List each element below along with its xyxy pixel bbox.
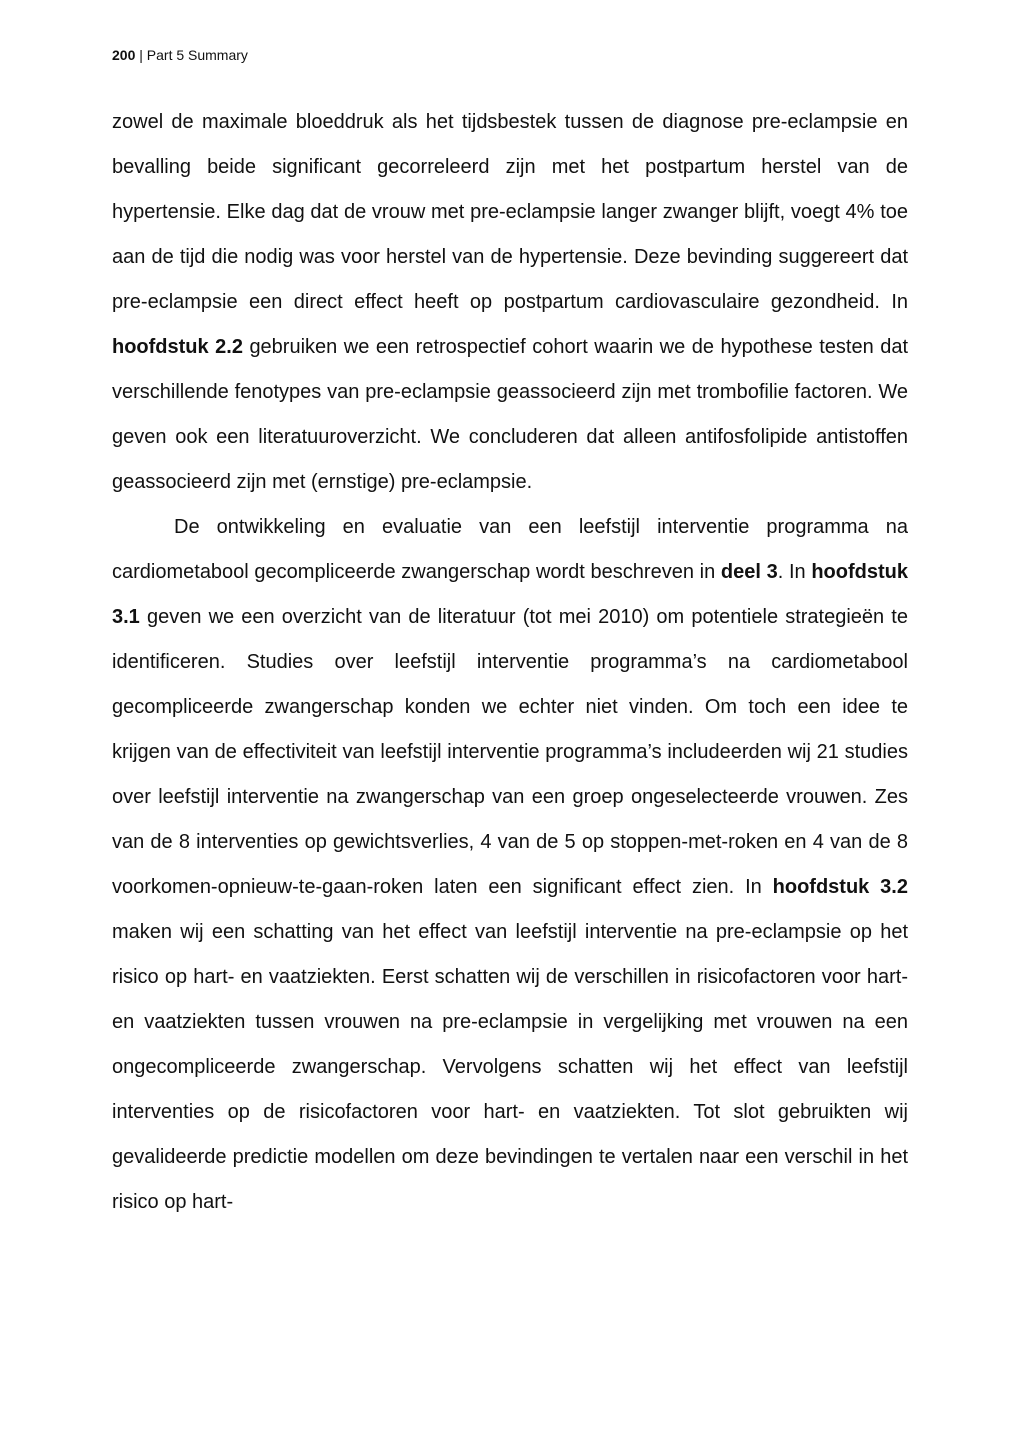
paragraph-2 [112, 505, 908, 1225]
chapter-ref-2-2: hoofdstuk 2.2 [112, 336, 243, 358]
paragraph-1 [112, 100, 908, 505]
body-text [112, 100, 908, 1225]
header-section-title: Part 5 Summary [146, 47, 248, 63]
paragraph-2-text-a: De ontwikkeling en evaluatie van een leefstijl interventie programma na cardiometabool gecompliceerde zwangerschap wordt beschreven in [112, 516, 908, 583]
paragraph-1-text-b: gebruiken we een retrospectief cohort waarin we de hypothese testen dat verschillende fenotypes van pre-eclampsie geassocieerd zijn met trombofilie factoren. We geven ook een literatuuroverzicht. We concluderen dat alleen antifosfolipide antistoffen geassocieerd zijn met (ernstige) pre-eclampsie. [112, 336, 909, 493]
chapter-ref-3-2: hoofdstuk 3.2 [772, 876, 908, 898]
part-ref-3: deel 3 [720, 561, 778, 583]
running-header [112, 45, 248, 65]
paragraph-2-text-b: . In [777, 561, 812, 583]
chapter-ref-3-1: hoofdstuk 3.1 [112, 561, 908, 628]
header-separator: | [139, 47, 143, 63]
paragraph-2-text-d: maken wij een schatting van het effect van leefstijl interventie na pre-eclampsie op het risico op hart- en vaatziekten. Eerst schatten wij de verschillen in risicofactoren voor hart- en vaatziekten tussen vrouwen na pre-eclampsie in vergelijking met vrouwen na een ongecompliceerde zwangerschap. Vervolgens schatten wij het effect van leefstijl interventies op de risicofactoren voor hart- en vaatziekten. Tot slot gebruikten wij gevalideerde predictie modellen om deze bevindingen te vertalen naar een verschil in het risico op hart- [112, 921, 908, 1213]
paragraph-2-text-c: geven we een overzicht van de literatuur (tot mei 2010) om potentiele strategieën te identificeren. Studies over leefstijl interventie programma’s na cardiometabool gecompliceerde zwangerschap konden we echter niet vinden. Om toch een idee te krijgen van de effectiviteit van leefstijl interventie programma’s includeerden wij 21 studies over leefstijl interventie na zwangerschap van een groep ongeselecteerde vrouwen. Zes van de 8 interventies op gewichtsverlies, 4 van de 5 op stoppen-met-roken en 4 van de 8 voorkomen-opnieuw-te-gaan-roken laten een significant effect zien. In [112, 606, 908, 898]
page-number: 200 [112, 47, 136, 63]
paragraph-1-text-a: zowel de maximale bloeddruk als het tijdsbestek tussen de diagnose pre-eclampsie en bevalling beide significant gecorreleerd zijn met het postpartum herstel van de hypertensie. Elke dag dat de vrouw met pre-eclampsie langer zwanger blijft, voegt 4% toe aan de tijd die nodig was voor herstel van de hypertensie. Deze bevinding suggereert dat pre-eclampsie een direct effect heeft op postpartum cardiovasculaire gezondheid. In [112, 111, 908, 313]
